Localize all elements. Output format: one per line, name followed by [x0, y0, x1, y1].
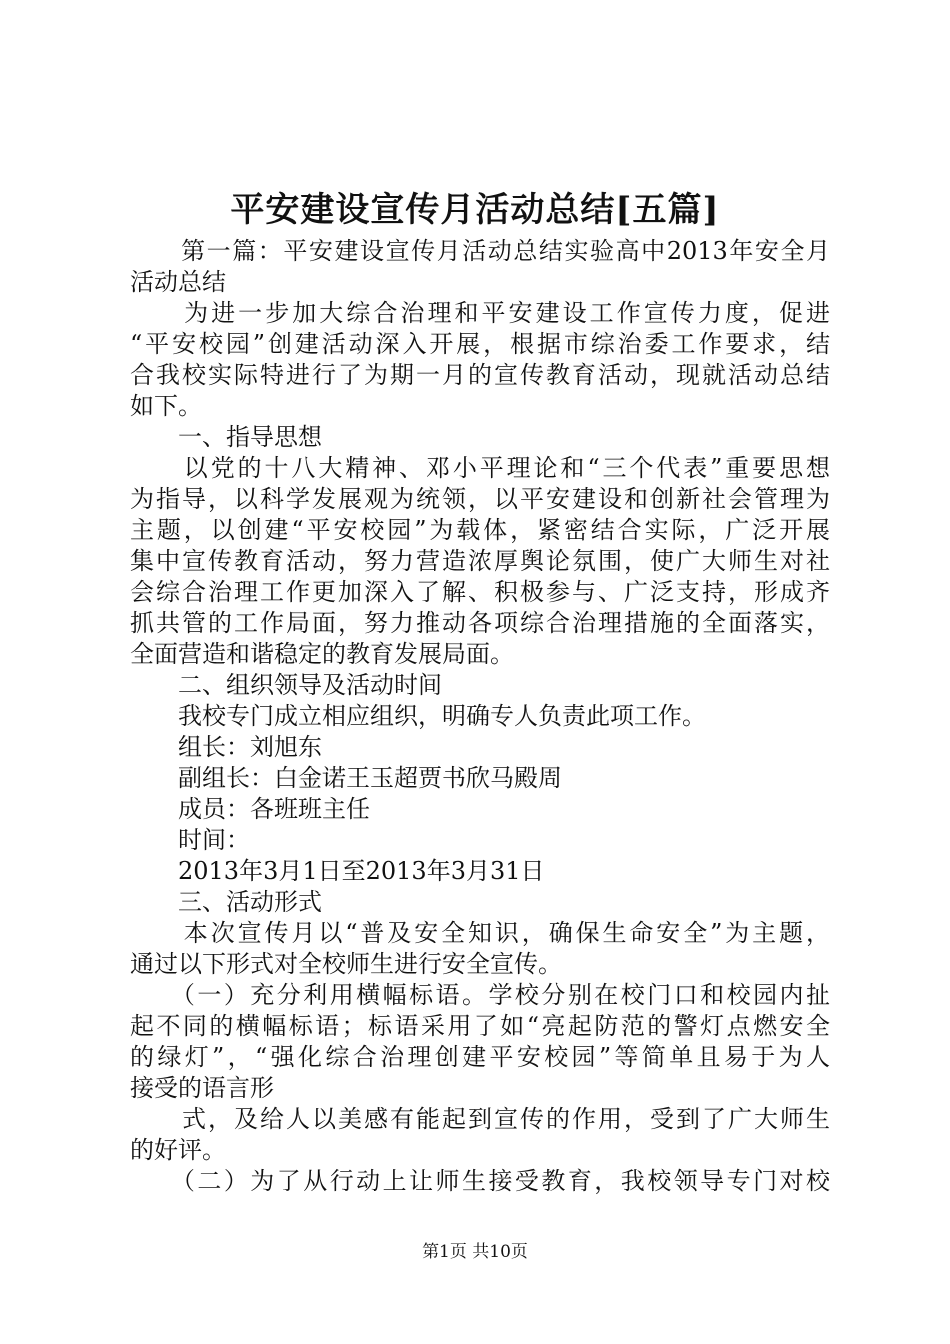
body-line: 的好评。 — [130, 1136, 226, 1164]
body-line: 合我校实际特进行了为期一月的宣传教育活动，现就活动总结 — [130, 361, 830, 389]
body-line: 第一篇：平安建设宣传月活动总结实验高中2013年安全月 — [130, 237, 830, 265]
body-line: 以党的十八大精神、邓小平理论和“三个代表”重要思想 — [130, 454, 830, 482]
body-line: 为进一步加大综合治理和平安建设工作宣传力度，促进 — [130, 299, 830, 327]
body-line: 我校专门成立相应组织，明确专人负责此项工作。 — [130, 702, 706, 730]
body-line: 抓共管的工作局面，努力推动各项综合治理措施的全面落实， — [130, 609, 830, 637]
body-line: 接受的语言形 — [130, 1074, 274, 1102]
body-line: 集中宣传教育活动，努力营造浓厚舆论氛围，使广大师生对社 — [130, 547, 830, 575]
page-footer: 第1页 共10页 — [422, 1242, 528, 1262]
body-line: 时间： — [130, 826, 250, 854]
body-line: 为指导，以科学发展观为统领，以平安建设和创新社会管理为 — [130, 485, 830, 513]
body-line: 的绿灯”，“强化综合治理创建平安校园”等简单且易于为人 — [130, 1043, 830, 1071]
body-line: 如下。 — [130, 392, 202, 420]
body-line: 组长：刘旭东 — [130, 733, 322, 761]
body-line: （二）为了从行动上让师生接受教育，我校领导专门对校 — [130, 1167, 830, 1195]
body-line: 成员：各班班主任 — [130, 795, 370, 823]
body-line: 全面营造和谐稳定的教育发展局面。 — [130, 640, 514, 668]
body-line: 主题，以创建“平安校园”为载体，紧密结合实际，广泛开展 — [130, 516, 830, 544]
body-line: 活动总结 — [130, 268, 226, 296]
body-line: 三、活动形式 — [130, 888, 322, 916]
body-line: 通过以下形式对全校师生进行安全宣传。 — [130, 950, 562, 978]
body-line: 二、组织领导及活动时间 — [130, 671, 442, 699]
body-line: 副组长：白金诺王玉超贾书欣马殿周 — [130, 764, 562, 792]
document-title: 平安建设宣传月活动总结[五篇] — [230, 190, 720, 230]
body-line: 2013年3月1日至2013年3月31日 — [130, 857, 545, 885]
body-line: 会综合治理工作更加深入了解、积极参与、广泛支持，形成齐 — [130, 578, 830, 606]
document-body — [130, 236, 830, 1197]
body-line: “平安校园”创建活动深入开展，根据市综治委工作要求，结 — [130, 330, 830, 358]
body-line: 一、指导思想 — [130, 423, 322, 451]
body-line: 式，及给人以美感有能起到宣传的作用，受到了广大师生 — [130, 1105, 830, 1133]
body-line: 本次宣传月以“普及安全知识，确保生命安全”为主题， — [130, 919, 830, 947]
body-line: 起不同的横幅标语；标语采用了如“亮起防范的警灯点燃安全 — [130, 1012, 830, 1040]
body-line: （一）充分利用横幅标语。学校分别在校门口和校园内扯 — [130, 981, 830, 1009]
